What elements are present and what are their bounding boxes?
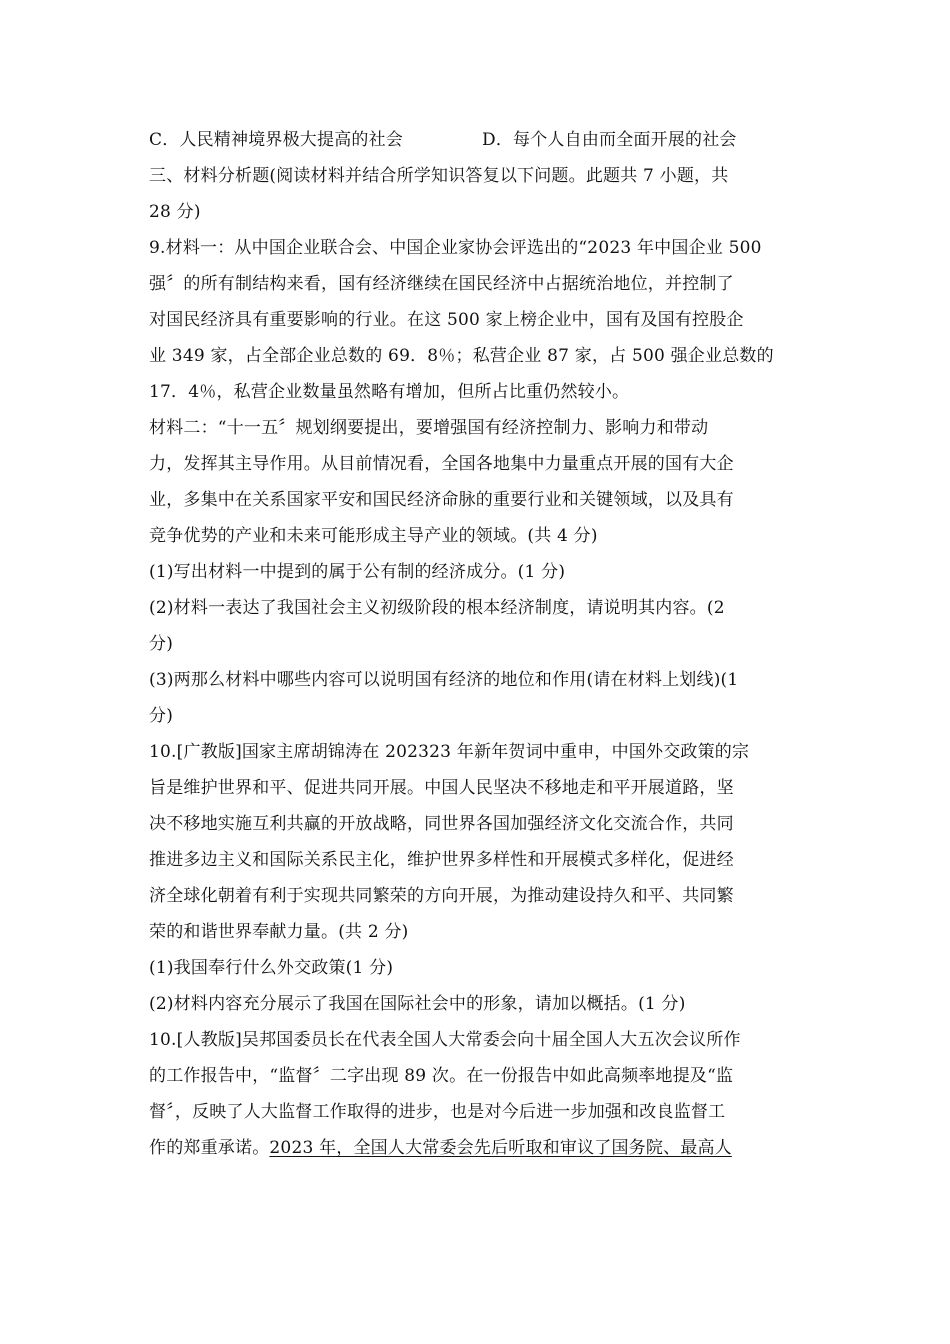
q9-material2-line: 材料二：“十一五〞规划纲要提出，要增强国有经济控制力、影响力和带动: [149, 418, 709, 438]
q9-question-line: 分): [149, 706, 174, 726]
q9-material2-line: 力，发挥其主导作用。从目前情况看，全国各地集中力量重点开展的国有大企: [149, 454, 734, 474]
q10-gj-material-line: 旨是维护世界和平、促进共同开展。中国人民坚决不移地走和平开展道路，坚: [149, 778, 734, 798]
q9-material1-line: 业 349 家，占全部企业总数的 69．8％；私营企业 87 家，占 500 强企业总数的: [149, 346, 774, 366]
q9-material1-line: 对国民经济具有重要影响的行业。在这 500 家上榜企业中，国有及国有控股企: [149, 310, 744, 330]
question-9: [149, 230, 809, 734]
q9-question-line: (2)材料一表达了我国社会主义初级阶段的根本经济制度，请说明其内容。(2: [149, 598, 725, 618]
q10-gj-material-line: 济全球化朝着有利于实现共同繁荣的方向开展，为推动建设持久和平、共同繁: [149, 886, 734, 906]
q9-question-line: 分): [149, 634, 174, 654]
q9-material1-line: 17．4％，私营企业数量虽然略有增加，但所占比重仍然较小。: [149, 382, 630, 402]
question-10-guangjiao: [149, 734, 809, 1022]
q9-question-line: (1)写出材料一中提到的属于公有制的经济成分。(1 分): [149, 562, 566, 582]
answer-options-row: [149, 122, 809, 158]
underlined-text: 2023 年，全国人大常委会先后听取和审议了国务院、最高人: [269, 1138, 732, 1158]
q10-gj-material-line: 决不移地实施互利共赢的开放战略，同世界各国加强经济文化交流合作，共同: [149, 814, 734, 834]
q10-rj-material-last-line: [149, 1130, 809, 1166]
document-page: [149, 122, 809, 1166]
q10-gj-question-line: (1)我国奉行什么外交政策(1 分): [149, 958, 394, 978]
section-heading-line: 三、材料分析题(阅读材料并结合所学知识答复以下问题。此题共 7 小题，共: [149, 166, 729, 186]
q10-gj-question-line: (2)材料内容充分展示了我国在国际社会中的形象，请加以概括。(1 分): [149, 994, 686, 1014]
q10-gj-material-line: 10.[广教版]国家主席胡锦涛在 202323 年新年贺词中重申，中国外交政策的宗: [149, 742, 750, 762]
question-10-renjiao: [149, 1022, 809, 1166]
q10-rj-material-line: 10.[人教版]吴邦国委员长在代表全国人大常委会向十届全国人大五次会议所作: [149, 1030, 741, 1050]
q9-question-line: (3)两那么材料中哪些内容可以说明国有经济的地位和作用(请在材料上划线)(1: [149, 670, 739, 690]
section-heading-line: 28 分): [149, 202, 201, 222]
q10-gj-material-line: 推进多边主义和国际关系民主化，维护世界多样性和开展模式多样化，促进经: [149, 850, 734, 870]
q9-material2-line: 竞争优势的产业和未来可能形成主导产业的领域。(共 4 分): [149, 526, 598, 546]
q10-rj-material-line: 的工作报告中，“监督〞二字出现 89 次。在一份报告中如此高频率地提及“监: [149, 1066, 734, 1086]
q9-material2-line: 业，多集中在关系国家平安和国民经济命脉的重要行业和关键领域，以及具有: [149, 490, 734, 510]
q9-material1-line: 强〞的所有制结构来看，国有经济继续在国民经济中占据统治地位，并控制了: [149, 274, 734, 294]
q10-gj-material-line: 荣的和谐世界奉献力量。(共 2 分): [149, 922, 409, 942]
q10-rj-material-line: 督〞，反映了人大监督工作取得的进步，也是对今后进一步加强和改良监督工: [149, 1102, 726, 1122]
plain-text: 作的郑重承诺。: [149, 1138, 270, 1158]
option-d: D．每个人自由而全面开展的社会: [482, 130, 737, 150]
q9-material1-line: 9.材料一：从中国企业联合会、中国企业家协会评选出的“2023 年中国企业 500: [149, 238, 762, 258]
option-c: C．人民精神境界极大提高的社会: [149, 130, 404, 150]
